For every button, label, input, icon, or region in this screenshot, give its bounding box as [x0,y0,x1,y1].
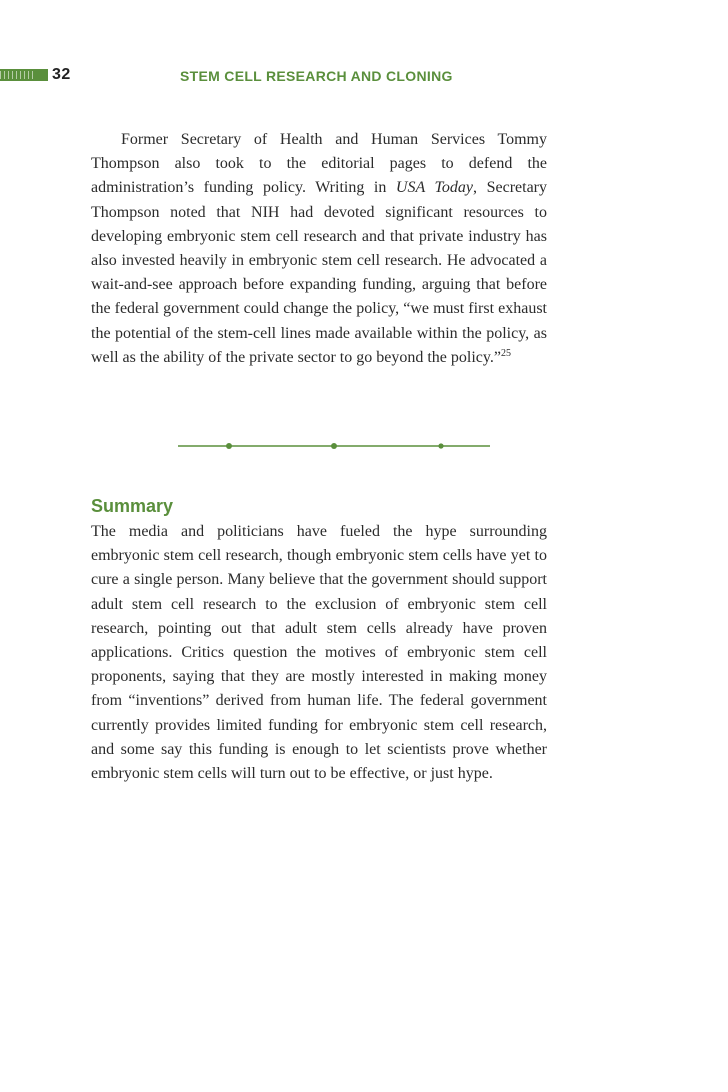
body-text [91,128,547,370]
summary-text [91,520,547,786]
paragraph-text-end: , Secretary Thompson noted that NIH had devoted significant resources to developing embryonic stem cell research and that private industry has also invested heavily in embryonic stem cell research. He advocated a wait-and-see approach before expanding funding, arguing that before the federal government could change the policy, “we must first exhaust the potential of the stem-cell lines made available within the policy, as well as the ability of the private sector to go beyond the policy.” [91,179,548,366]
running-head: STEM CELL RESEARCH AND CLONING [180,68,453,84]
footnote-reference: 25 [500,347,511,359]
divider-dot [438,443,443,448]
divider-dot [331,443,337,449]
summary-heading: Summary [91,496,174,516]
page-number: 32 [52,66,71,83]
page-header [0,66,728,90]
paragraph-text-start: Former Secretary of Health and Human Services Tommy Thompson also took to the editorial pages to defend the administration’s funding policy. Writing in [91,131,547,197]
divider-dot [226,443,232,449]
summary-paragraph: The media and politicians have fueled the hype surrounding embryonic stem cell research, though embryonic stem cells have yet to cure a single person. Many believe that the government should support adult stem cell research to the exclusion of embryonic stem cell research, pointing out that adult stem cells already have proven applications. Critics question the motives of embryonic stem cell proponents, saying that they are mostly interested in making money from “inventions” derived from human life. The federal government currently provides limited funding for embryonic stem cell research, and some say this funding is enough to let scientists prove whether embryonic stem cells will turn out to be effective, or just hype. [91,523,547,783]
section-divider-ornament [178,438,490,454]
body-paragraph [91,128,547,370]
publication-title: USA Today [395,179,474,197]
header-decorative-bar [0,69,48,81]
